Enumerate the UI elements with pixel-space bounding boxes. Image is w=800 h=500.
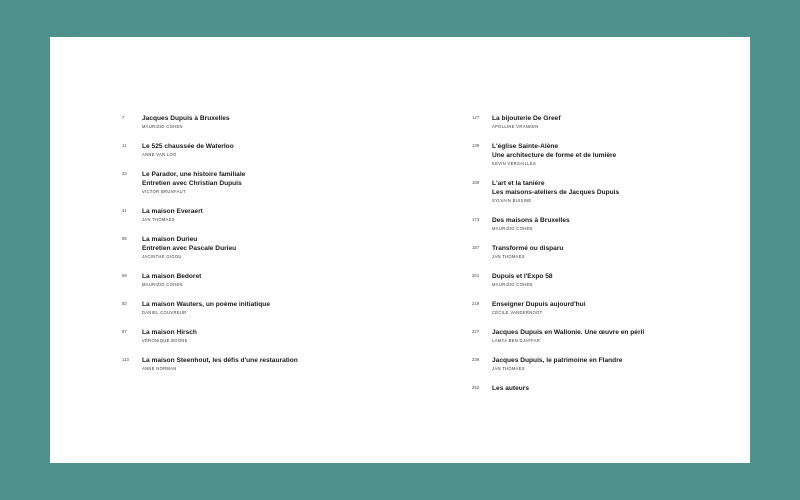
toc-entry-title: Le Parador, une histoire familiale <box>142 171 246 178</box>
toc-entry-title: Entretien avec Christian Dupuis <box>142 180 242 187</box>
toc-right-column <box>472 114 732 405</box>
toc-entry-title: Jacques Dupuis en Wallonie. Une œuvre en péril <box>492 329 645 336</box>
toc-entry-author: MAURIZIO COHEN <box>142 282 183 287</box>
toc-entry-author: SYLVAIN BUISINE <box>492 198 532 203</box>
toc-entry <box>472 272 732 288</box>
toc-entry <box>122 272 382 288</box>
toc-entry-title: La maison Steenhout, les défis d'une restauration <box>142 357 298 364</box>
toc-page-number: 69 <box>122 273 127 278</box>
toc-page-number: 113 <box>122 357 129 362</box>
toc-page-number: 97 <box>122 329 127 334</box>
toc-page-number: 7 <box>122 115 125 120</box>
toc-entry-title: La maison Everaert <box>142 208 203 215</box>
toc-entry <box>472 114 732 130</box>
toc-entry-title: Dupuis et l'Expo 58 <box>492 273 553 280</box>
toc-entry <box>122 207 382 223</box>
toc-page-number: 41 <box>122 208 127 213</box>
toc-entry-author: ANNE NORMAN <box>142 366 177 371</box>
toc-entry-author: JACINTHE GIGOU <box>142 254 182 259</box>
book-spread-page <box>50 37 750 463</box>
toc-entry-author: KEVIN VERSAILLES <box>492 161 537 166</box>
toc-entry-author: LAMYA BEN DJAFFAR <box>492 338 541 343</box>
toc-page-number: 239 <box>472 357 480 362</box>
toc-entry-title: La maison Wauters, un poème initiatique <box>142 301 270 308</box>
toc-entry <box>122 170 382 195</box>
toc-page-number: 252 <box>472 385 480 390</box>
toc-entry-title: L'art et la tanière <box>492 180 545 187</box>
toc-entry-author: VICTOR BRUNFAUT <box>142 189 186 194</box>
toc-entry <box>472 356 732 372</box>
toc-entry <box>472 300 732 316</box>
toc-entry <box>122 356 382 372</box>
toc-entry-author: MAURIZIO COHEN <box>492 282 533 287</box>
toc-entry-title: La maison Bedoret <box>142 273 202 280</box>
toc-entry-title: Des maisons à Bruxelles <box>492 217 570 224</box>
toc-entry-author: CÉCILE VANDERNOOT <box>492 310 543 315</box>
toc-entry <box>122 114 382 130</box>
toc-entry-author: DANIEL COUVREUR <box>142 310 187 315</box>
toc-entry-title: Les maisons-ateliers de Jacques Dupuis <box>492 189 620 196</box>
toc-entry-title: L'église Sainte-Alène <box>492 143 559 150</box>
toc-entry-author: JAN THOMAES <box>492 366 525 371</box>
toc-entry <box>122 328 382 344</box>
toc-page-number: 139 <box>472 143 480 148</box>
toc-entry-author: VÉRONIQUE BOONE <box>142 338 188 343</box>
toc-page-number: 187 <box>472 245 480 250</box>
toc-entry-title: Les auteurs <box>492 385 530 392</box>
toc-page-number: 219 <box>472 301 480 306</box>
toc-entry <box>472 328 732 344</box>
toc-page-number: 55 <box>122 236 127 241</box>
toc-entry-author: APOLLINE VRANKEN <box>492 124 539 129</box>
toc-page-number: 159 <box>472 180 480 185</box>
toc-entry-author: JAN THOMAES <box>142 217 175 222</box>
toc-entry-title: Jacques Dupuis à Bruxelles <box>142 115 230 122</box>
toc-entry <box>472 179 732 204</box>
toc-entry-author: JAN THOMAES <box>492 254 525 259</box>
toc-page-number: 23 <box>122 171 127 176</box>
toc-entry <box>122 300 382 316</box>
toc-page-number: 11 <box>122 143 127 148</box>
toc-page-number: 201 <box>472 273 480 278</box>
toc-page-number: 227 <box>472 329 480 334</box>
toc-entry <box>472 244 732 260</box>
toc-entry-title: Transformé ou disparu <box>492 245 564 252</box>
toc-entry <box>122 235 382 260</box>
toc-entry-title: Enseigner Dupuis aujourd'hui <box>492 301 586 308</box>
toc-entry-author: ANNE VAN LOO <box>142 152 177 157</box>
toc-entry-author: MAURIZIO COHEN <box>142 124 183 129</box>
toc-left-column <box>122 114 382 384</box>
toc-entry <box>472 142 732 167</box>
toc-entry-title: La maison Durieu <box>142 236 198 243</box>
toc-entry-title: Entretien avec Pascale Durieu <box>142 245 237 252</box>
toc-entry-title: Une architecture de forme et de lumière <box>492 152 617 159</box>
toc-page-number: 127 <box>472 115 480 120</box>
toc-entry-title: La bijouterie De Greef <box>492 115 561 122</box>
toc-page-number: 83 <box>122 301 127 306</box>
toc-entry <box>472 216 732 232</box>
toc-entry-title: Le 525 chaussée de Waterloo <box>142 143 234 150</box>
toc-entry-title: Jacques Dupuis, le patrimoine en Flandre <box>492 357 623 364</box>
toc-entry <box>122 142 382 158</box>
toc-entry-author: MAURIZIO COHEN <box>492 226 533 231</box>
toc-entry <box>472 384 732 393</box>
toc-entry-title: La maison Hirsch <box>142 329 197 336</box>
toc-page-number: 173 <box>472 217 480 222</box>
